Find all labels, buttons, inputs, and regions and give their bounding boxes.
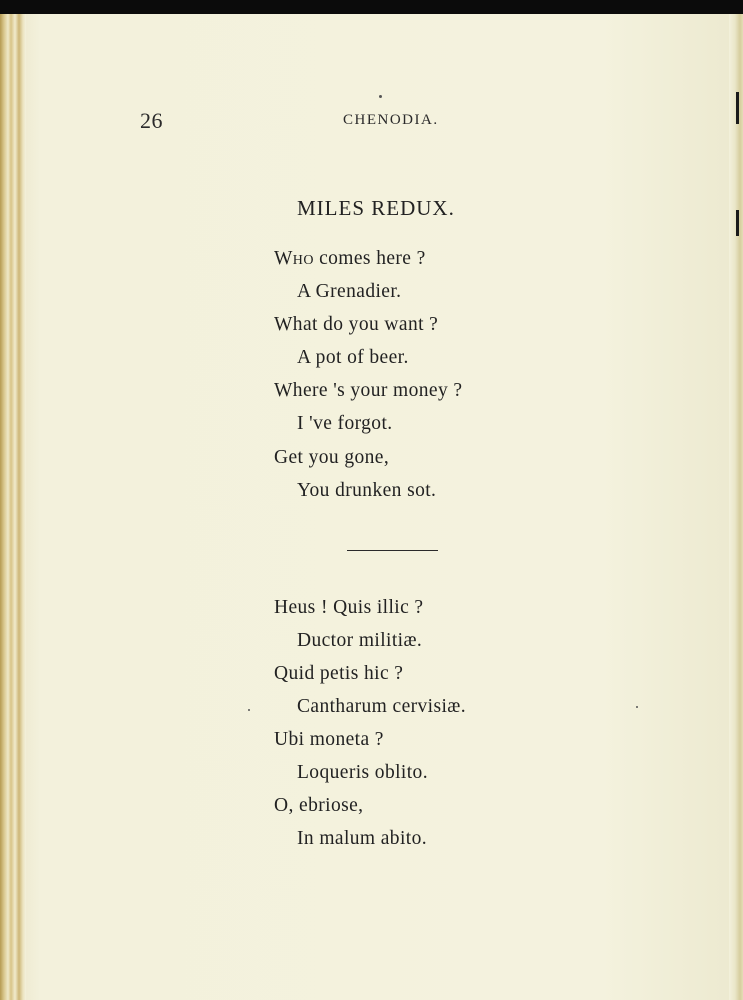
poem-line: A Grenadier.: [297, 281, 402, 302]
ink-speck: [248, 709, 250, 711]
page-number: 26: [140, 108, 163, 133]
poem-line: Where 's your money ?: [274, 380, 463, 401]
ink-speck: [636, 706, 638, 708]
poem-line: Heus ! Quis illic ?: [274, 597, 424, 618]
poem-line: Get you gone,: [274, 447, 390, 468]
poem-line: What do you want ?: [274, 314, 439, 335]
poem-line: [274, 248, 426, 270]
poem-line: O, ebriose,: [274, 795, 364, 816]
paper-page: [0, 14, 743, 1000]
edge-mark: [736, 210, 739, 236]
page-right-edge: [729, 14, 743, 1000]
ink-speck: [379, 95, 382, 98]
poem-line: A pot of beer.: [297, 347, 409, 368]
poem-line: Ductor militiæ.: [297, 630, 423, 651]
book-gutter-edge: [0, 14, 26, 1000]
poem-line: Ubi moneta ?: [274, 729, 384, 750]
poem-line: In malum abito.: [297, 828, 428, 849]
poem-line: You drunken sot.: [297, 480, 437, 501]
poem-title: MILES REDUX.: [297, 196, 455, 220]
running-head: CHENODIA.: [343, 112, 439, 128]
first-word-small-caps: Who: [274, 248, 314, 269]
poem-line: Loqueris oblito.: [297, 762, 428, 783]
poem-line-text: comes here ?: [313, 248, 426, 269]
poem-line: Quid petis hic ?: [274, 663, 404, 684]
section-divider: [347, 550, 438, 551]
poem-line: I 've forgot.: [297, 413, 393, 434]
edge-mark: [736, 92, 739, 124]
poem-line: Cantharum cervisiæ.: [297, 696, 466, 717]
